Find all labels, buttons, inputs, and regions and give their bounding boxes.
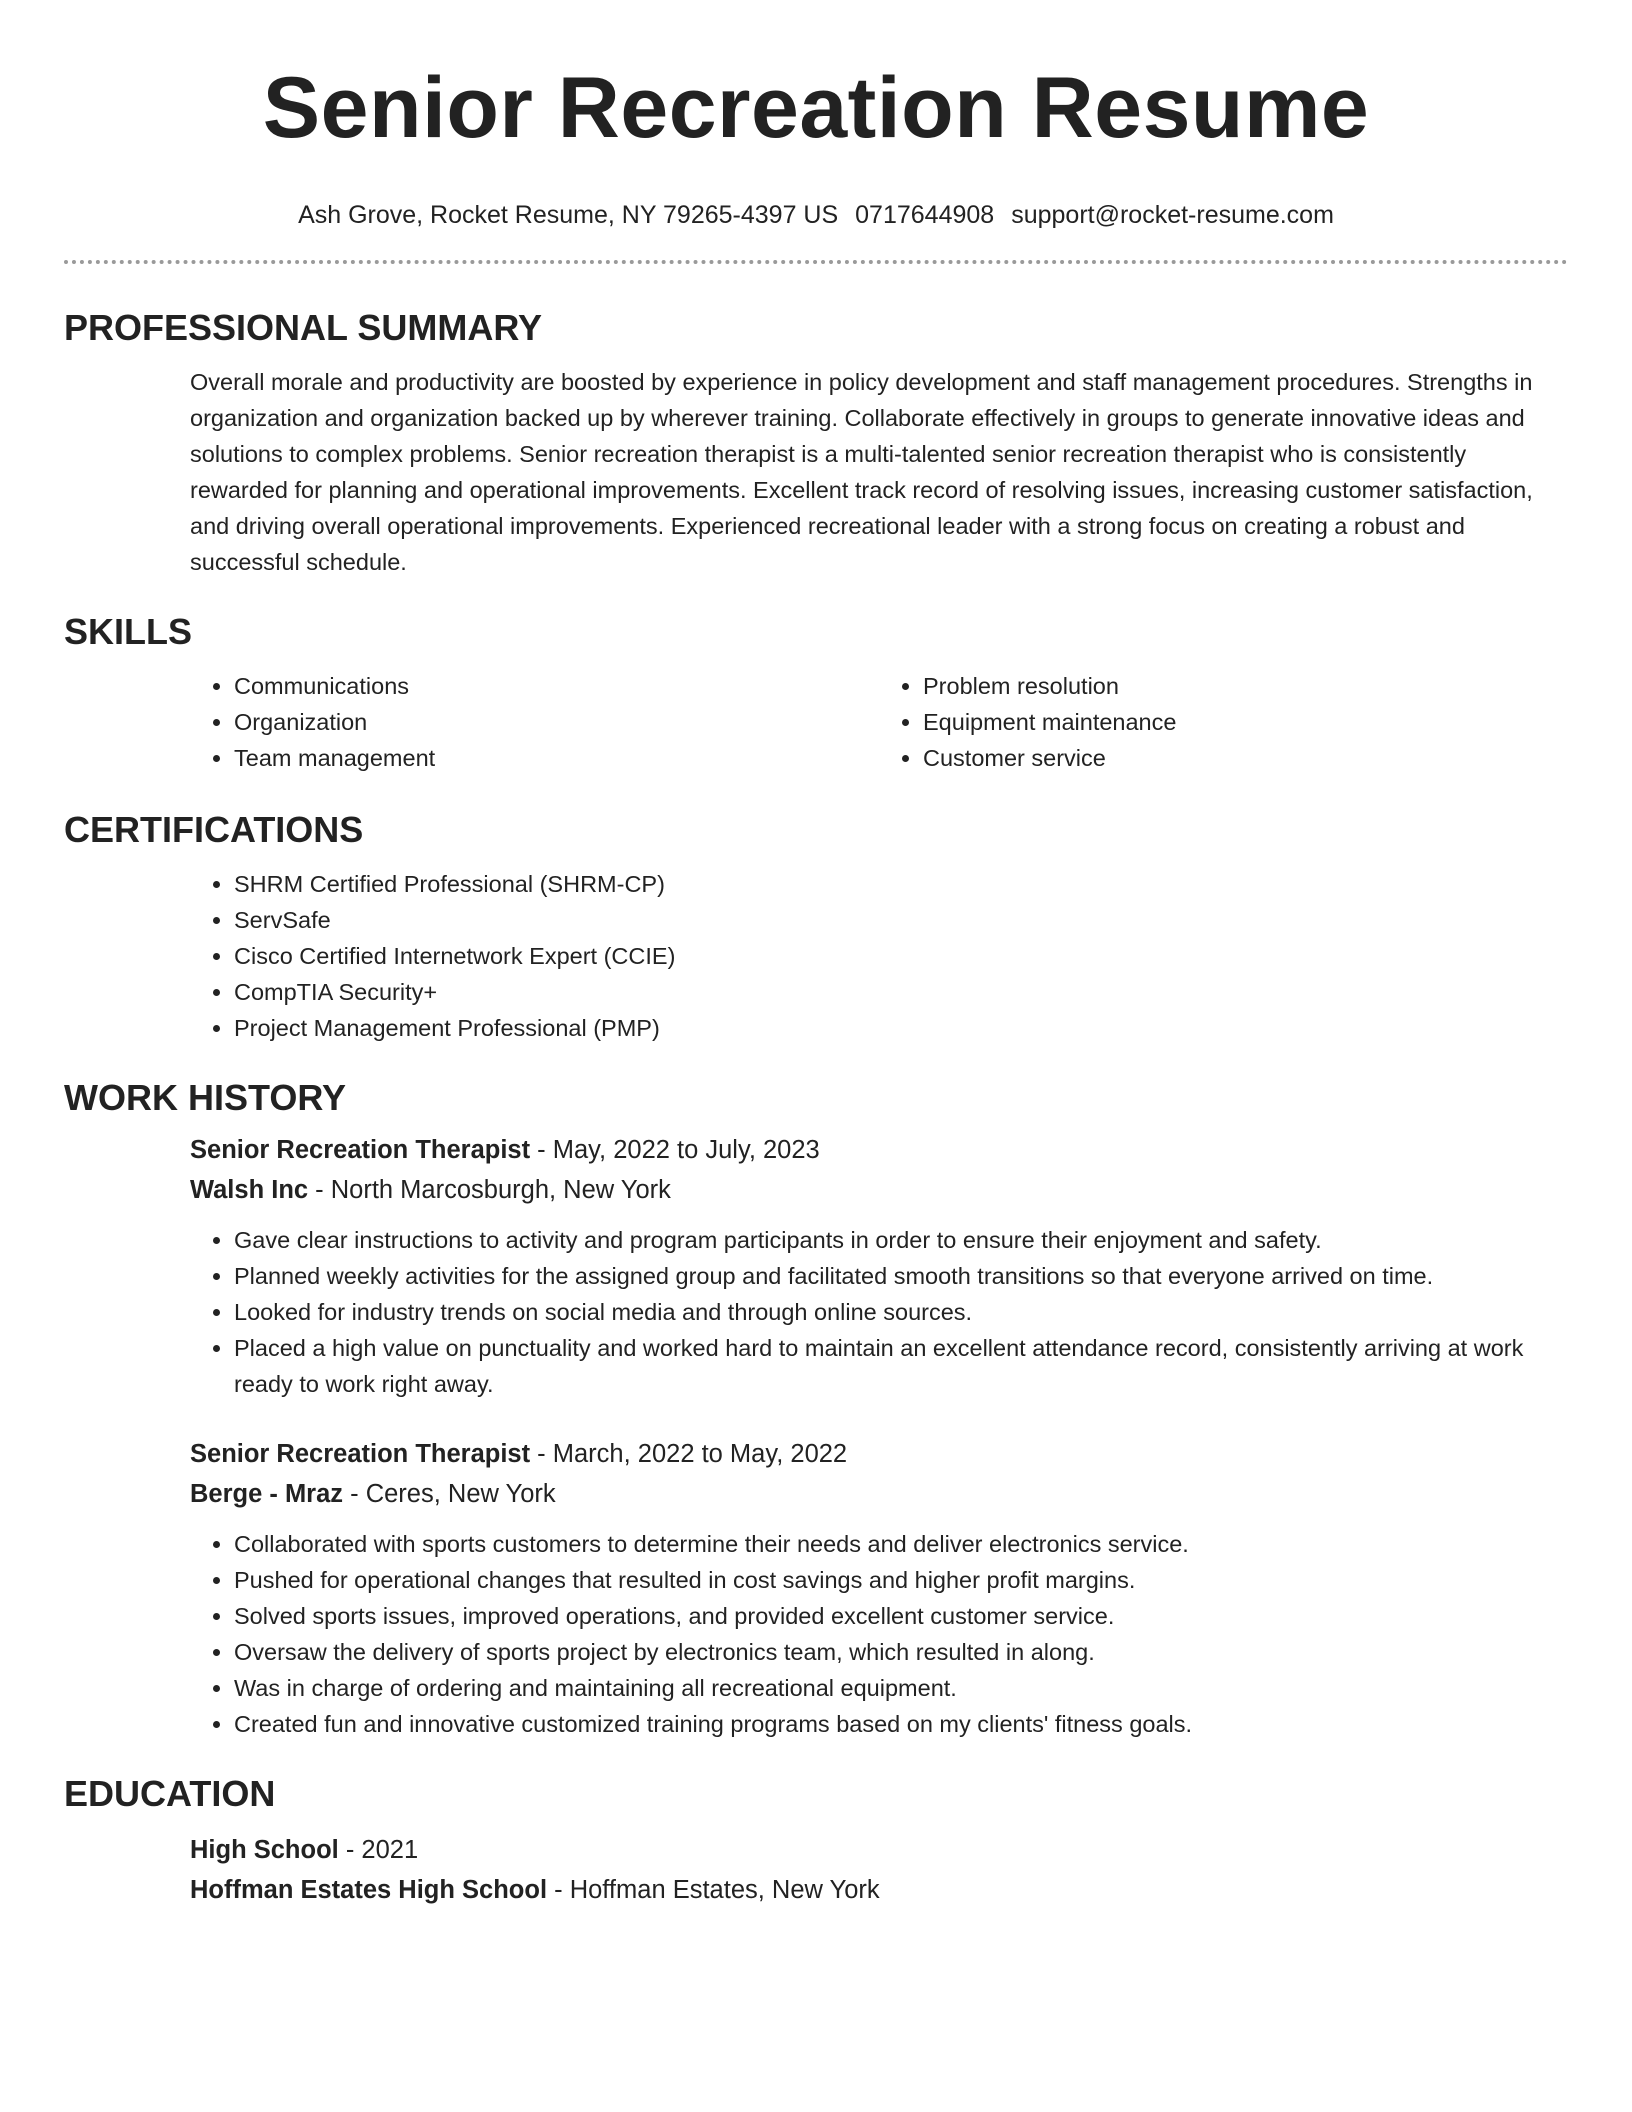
job-company-line — [190, 1474, 1568, 1514]
education-year: - 2021 — [338, 1836, 419, 1864]
list-item: • SHRM Certified Professional (SHRM-CP) — [234, 866, 1568, 902]
job-duties — [190, 1222, 1568, 1402]
job-title: Senior Recreation Therapist — [190, 1440, 531, 1468]
list-item: • Collaborated with sports customers to determine their needs and deliver electronics service. — [234, 1526, 1568, 1562]
job-company-line — [190, 1170, 1568, 1210]
list-item: • ServSafe — [234, 902, 1568, 938]
job-entry — [190, 1434, 1568, 1742]
list-item: • Looked for industry trends on social media and through online sources. — [234, 1294, 1568, 1330]
job-location: - North Marcosburgh, New York — [308, 1176, 671, 1204]
list-item: • Gave clear instructions to activity and program participants in order to ensure their enjoyment and safety. — [234, 1222, 1568, 1258]
certifications-heading: CERTIFICATIONS — [64, 809, 364, 850]
list-item: • Equipment maintenance — [923, 704, 1568, 740]
skills-heading: SKILLS — [64, 611, 193, 652]
list-item: • Oversaw the delivery of sports project by electronics team, which resulted in along. — [234, 1634, 1568, 1670]
list-item: • Planned weekly activities for the assigned group and facilitated smooth transitions so that everyone arrived on time. — [234, 1258, 1568, 1294]
job-title-line — [190, 1130, 1568, 1170]
contact-line — [64, 200, 1568, 230]
job-company: Walsh Inc — [190, 1176, 309, 1204]
summary-text: Overall morale and productivity are boosted by experience in policy development and staff management procedures. Strengths in organization and organization backed up by wherever training. Collaborate effectively in groups to generate innovative ideas and solutions to complex problems. Senior recreation therapist is a multi-talented senior recreation therapist who is consistently rewarded for planning and operational improvements. Excellent track record of resolving issues, increasing customer satisfaction, and driving overall operational improvements. Experienced recreational leader with a strong focus on creating a robust and successful schedule. — [190, 369, 1533, 575]
list-item: • Placed a high value on punctuality and worked hard to maintain an excellent attendance record, consistently arriving at work ready to work right away. — [234, 1330, 1568, 1402]
list-item: • Pushed for operational changes that resulted in cost savings and higher profit margins. — [234, 1562, 1568, 1598]
contact-phone: 0717644908 — [855, 201, 995, 229]
list-item: • Created fun and innovative customized training programs based on my clients' fitness goals. — [234, 1706, 1568, 1742]
list-item: • Customer service — [923, 740, 1568, 776]
contact-address: Ash Grove, Rocket Resume, NY 79265-4397 US — [298, 201, 839, 229]
header-divider — [64, 260, 1568, 264]
certifications-list — [190, 866, 1568, 1046]
skills-column-right — [879, 668, 1568, 776]
education-entry — [190, 1830, 1568, 1910]
list-item: • Project Management Professional (PMP) — [234, 1010, 1568, 1046]
education-school: Hoffman Estates High School — [190, 1876, 548, 1904]
education-degree: High School — [190, 1836, 339, 1864]
job-dates: - March, 2022 to May, 2022 — [530, 1440, 848, 1468]
job-location: - Ceres, New York — [343, 1480, 556, 1508]
list-item: • Was in charge of ordering and maintaining all recreational equipment. — [234, 1670, 1568, 1706]
job-company: Berge - Mraz — [190, 1480, 344, 1508]
job-title: Senior Recreation Therapist — [190, 1136, 531, 1164]
list-item: • Cisco Certified Internetwork Expert (CCIE) — [234, 938, 1568, 974]
job-dates: - May, 2022 to July, 2023 — [530, 1136, 820, 1164]
resume-page — [64, 0, 1568, 1910]
job-duties — [190, 1526, 1568, 1742]
skills-list — [190, 668, 1568, 776]
list-item: • Team management — [234, 740, 879, 776]
work-history-heading: WORK HISTORY — [64, 1077, 347, 1118]
education-school-line — [190, 1870, 1568, 1910]
resume-title: Senior Recreation Resume — [262, 60, 1370, 156]
education-location: - Hoffman Estates, New York — [547, 1876, 880, 1904]
contact-email: support@rocket-resume.com — [1011, 201, 1334, 229]
list-item: • Solved sports issues, improved operations, and provided excellent customer service. — [234, 1598, 1568, 1634]
list-item: • CompTIA Security+ — [234, 974, 1568, 1010]
skills-column-left — [190, 668, 879, 776]
job-entry — [190, 1130, 1568, 1402]
list-item: • Communications — [234, 668, 879, 704]
education-degree-line — [190, 1830, 1568, 1870]
job-title-line — [190, 1434, 1568, 1474]
summary-heading: PROFESSIONAL SUMMARY — [64, 307, 543, 348]
list-item: • Organization — [234, 704, 879, 740]
education-heading: EDUCATION — [64, 1773, 276, 1814]
list-item: • Problem resolution — [923, 668, 1568, 704]
